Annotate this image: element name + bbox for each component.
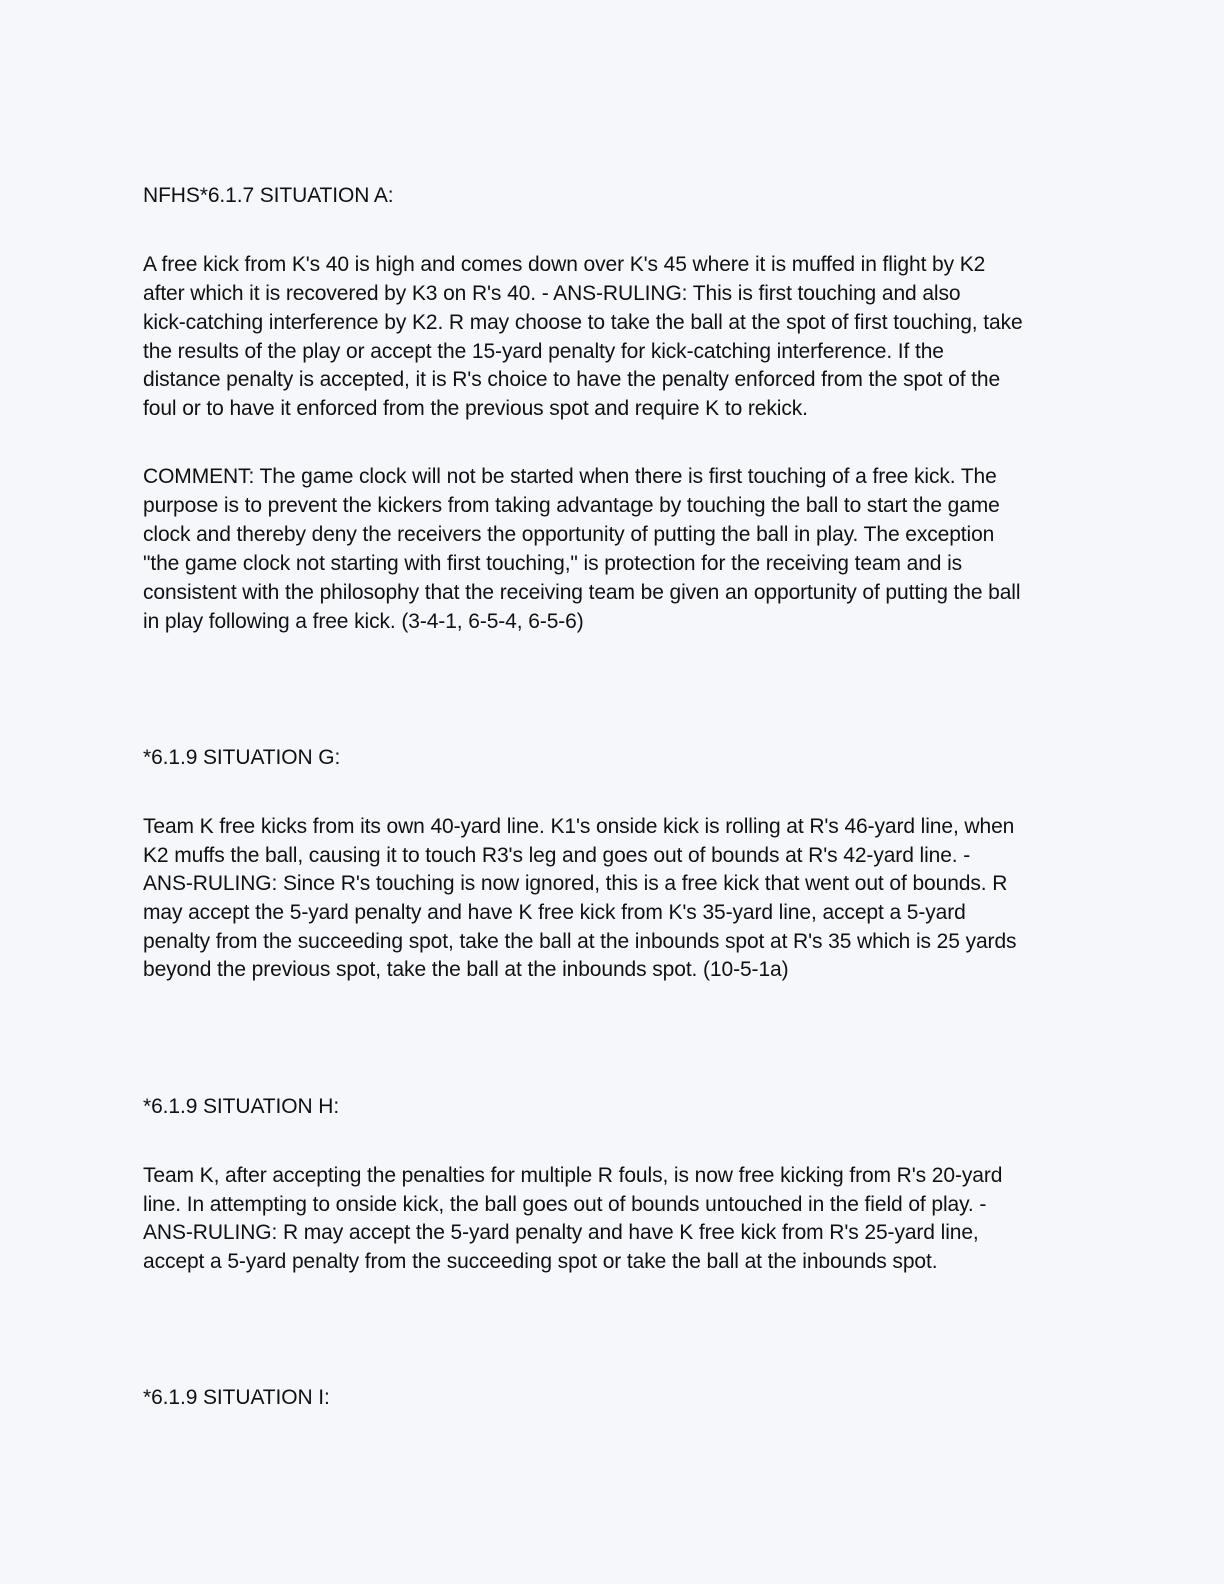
text-line: "the game clock not starting with first touching," is protection for the receiving team and is [143,552,963,575]
document-page [143,0,1083,1584]
text-line: may accept the 5-yard penalty and have K free kick from K's 35-yard line, accept a 5-yard [143,901,966,924]
text-line: after which it is recovered by K3 on R's 40. - ANS-RULING: This is first touching and also [143,282,961,305]
text-line: penalty from the succeeding spot, take the ball at the inbounds spot at R's 35 which is 25 yards [143,930,1017,953]
section-heading: *6.1.9 SITUATION I: [143,1386,330,1409]
text-line: Team K free kicks from its own 40-yard line. K1's onside kick is rolling at R's 46-yard line, when [143,815,1015,838]
text-line: ANS-RULING: R may accept the 5-yard penalty and have K free kick from R's 25-yard line, [143,1221,979,1244]
text-line: beyond the previous spot, take the ball at the inbounds spot. (10-5-1a) [143,958,789,981]
text-line: in play following a free kick. (3-4-1, 6-5-4, 6-5-6) [143,610,584,633]
text-line: A free kick from K's 40 is high and comes down over K's 45 where it is muffed in flight by K2 [143,253,986,276]
text-line: Team K, after accepting the penalties for multiple R fouls, is now free kicking from R's 20-yard [143,1164,1003,1187]
text-line: kick-catching interference by K2. R may choose to take the ball at the spot of first touching, take [143,311,1023,334]
text-line: ANS-RULING: Since R's touching is now ignored, this is a free kick that went out of bounds. R [143,872,1008,895]
section-heading: *6.1.9 SITUATION G: [143,746,341,769]
text-line: foul or to have it enforced from the previous spot and require K to rekick. [143,397,808,420]
text-line: the results of the play or accept the 15-yard penalty for kick-catching interference. If the [143,340,944,363]
section-heading: *6.1.9 SITUATION H: [143,1095,340,1118]
text-line: purpose is to prevent the kickers from taking advantage by touching the ball to start the game [143,494,1000,517]
section-heading: NFHS*6.1.7 SITUATION A: [143,184,394,207]
text-line: COMMENT: The game clock will not be started when there is first touching of a free kick. The [143,465,997,488]
text-line: consistent with the philosophy that the receiving team be given an opportunity of putting the ball [143,581,1021,604]
text-line: K2 muffs the ball, causing it to touch R3's leg and goes out of bounds at R's 42-yard line. - [143,844,971,867]
text-line: clock and thereby deny the receivers the opportunity of putting the ball in play. The exception [143,523,995,546]
text-line: accept a 5-yard penalty from the succeeding spot or take the ball at the inbounds spot. [143,1250,938,1273]
text-line: distance penalty is accepted, it is R's choice to have the penalty enforced from the spot of the [143,368,1001,391]
text-line: line. In attempting to onside kick, the ball goes out of bounds untouched in the field of play. - [143,1193,987,1216]
